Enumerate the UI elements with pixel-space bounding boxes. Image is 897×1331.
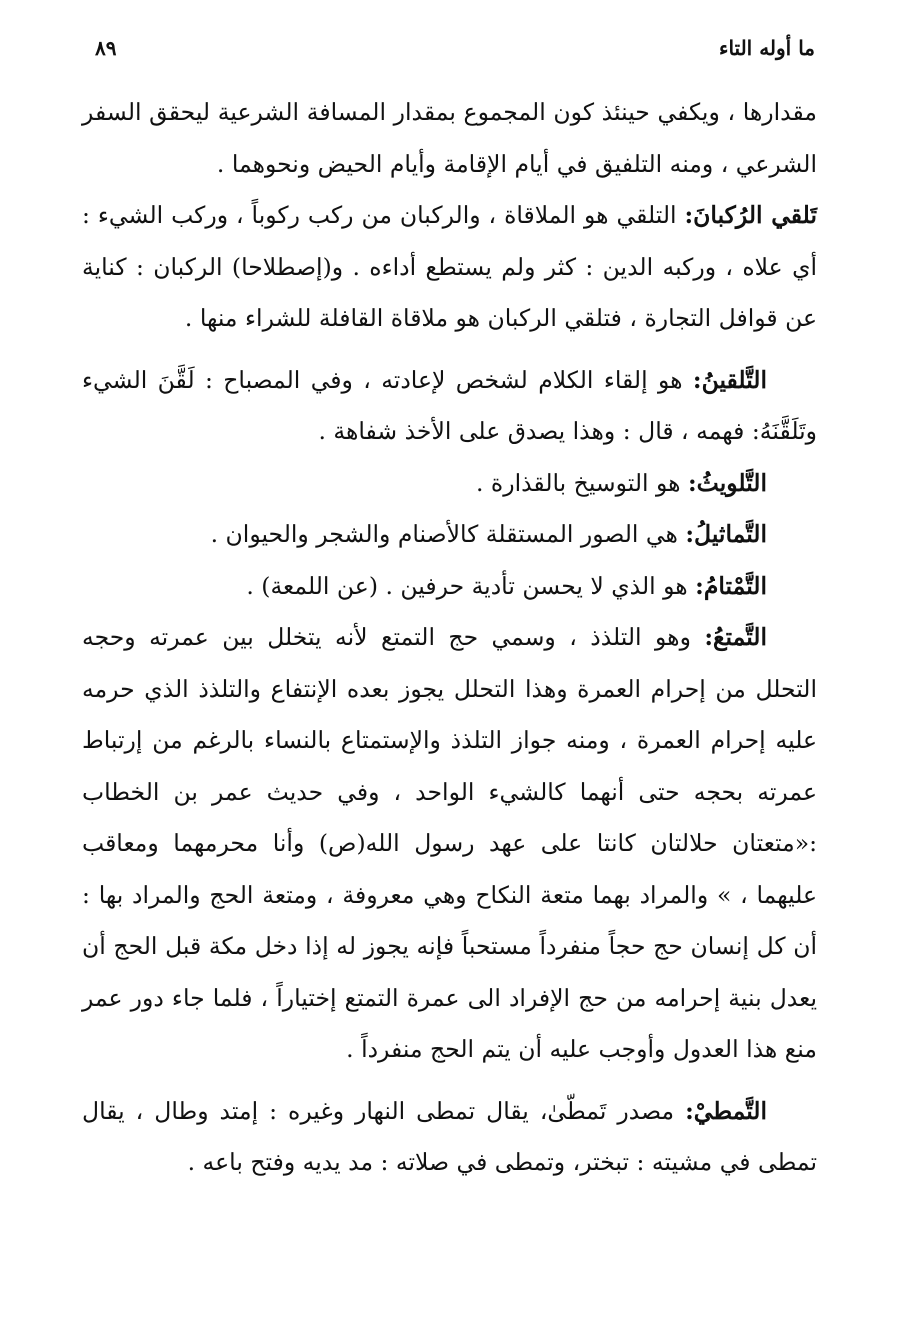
- entry-altalqin: [82, 355, 817, 458]
- running-title: ما أوله التاء: [719, 36, 815, 60]
- entry-term: التَّماثيلُ:: [685, 520, 767, 548]
- entry-definition: مصدر تَمطّىٰ، يقال تمطى النهار وغيره : إمتد وطال ، يقال تمطى في مشيته : تبختر، وتمطى في صلاته : مد يديه وفتح باعه .: [82, 1096, 817, 1176]
- entry-term: تَلقي الرُكبانَ:: [684, 201, 817, 229]
- entry-talaqqi-alrukban: [82, 190, 817, 345]
- entry-definition: هو التوسيخ بالقذارة .: [475, 468, 688, 497]
- page-header: [95, 36, 815, 70]
- entry-term: التَّمطيْ:: [685, 1096, 767, 1125]
- entry-altamattu: [82, 612, 817, 1076]
- entry-definition: هو إلقاء الكلام لشخص لإعادته ، وفي المصباح : لَقَّنَ الشيء وتَلَقَّنَهُ: فهمه ، قال : وهذا يصدق على الأخذ شفاهة .: [82, 365, 817, 445]
- paragraph-continuation: [82, 87, 817, 190]
- page-number: ٨٩: [95, 36, 117, 60]
- entry-term: التَّمْتامُ:: [695, 571, 767, 600]
- entry-altalwith: [82, 458, 817, 510]
- entry-altamatti: [82, 1086, 817, 1189]
- paragraph-text: مقدارها ، ويكفي حينئذ كون المجموع بمقدار المسافة الشرعية ليحقق السفر الشرعي ، ومنه التلفيق في أيام الإقامة وأيام الحيض ونحوهما .: [82, 98, 817, 178]
- entry-altamtam: [82, 561, 817, 613]
- entry-term: التَّمتعُ:: [704, 623, 767, 651]
- entry-definition: هو الذي لا يحسن تأدية حرفين . (عن اللمعة) .: [246, 571, 696, 600]
- entry-term: التَّلويثُ:: [688, 468, 767, 497]
- entry-definition: وهو التلذذ ، وسمي حج التمتع لأنه يتخلل بين عمرته وحجه التحلل من إحرام العمرة وهذا التحلل يجوز بعده الإنتفاع والتلذذ الذي حرمه عليه إحرام العمرة ، ومنه جواز التلذذ والإستمتاع بالنساء بالرغم من إرتباط عمرته بحجه حتى أنهما كالشيء الواحد ، وفي حديث عمر بن الخطاب :«متعتان حلالتان كانتا على عهد رسول الله(ص) وأنا محرمهما ومعاقب عليهما ، » والمراد بهما متعة النكاح وهي معروفة ، ومتعة الحج والمراد بها : أن كل إنسان حج حجاً منفرداً مستحباً فإنه يجوز له إذا دخل مكة قبل الحج أن يعدل بنية إحرامه من حج الإفراد الى عمرة التمتع إختياراً ، فلما جاء دور عمر منع هذا العدول وأوجب عليه أن يتم الحج منفرداً .: [82, 623, 817, 1063]
- entry-altamathil: [82, 509, 817, 561]
- body-text: [82, 87, 817, 1189]
- entry-definition: التلقي هو الملاقاة ، والركبان من ركب ركوباً ، وركب الشيء : أي علاه ، وركبه الدين : كثر ولم يستطع أداءه . و(إصطلاحا) الركبان : كناية عن قوافل التجارة ، فتلقي الركبان هو ملاقاة القافلة للشراء منها .: [82, 201, 817, 332]
- entry-term: التَّلقينُ:: [692, 365, 767, 394]
- entry-definition: هي الصور المستقلة كالأصنام والشجر والحيوان .: [210, 520, 686, 548]
